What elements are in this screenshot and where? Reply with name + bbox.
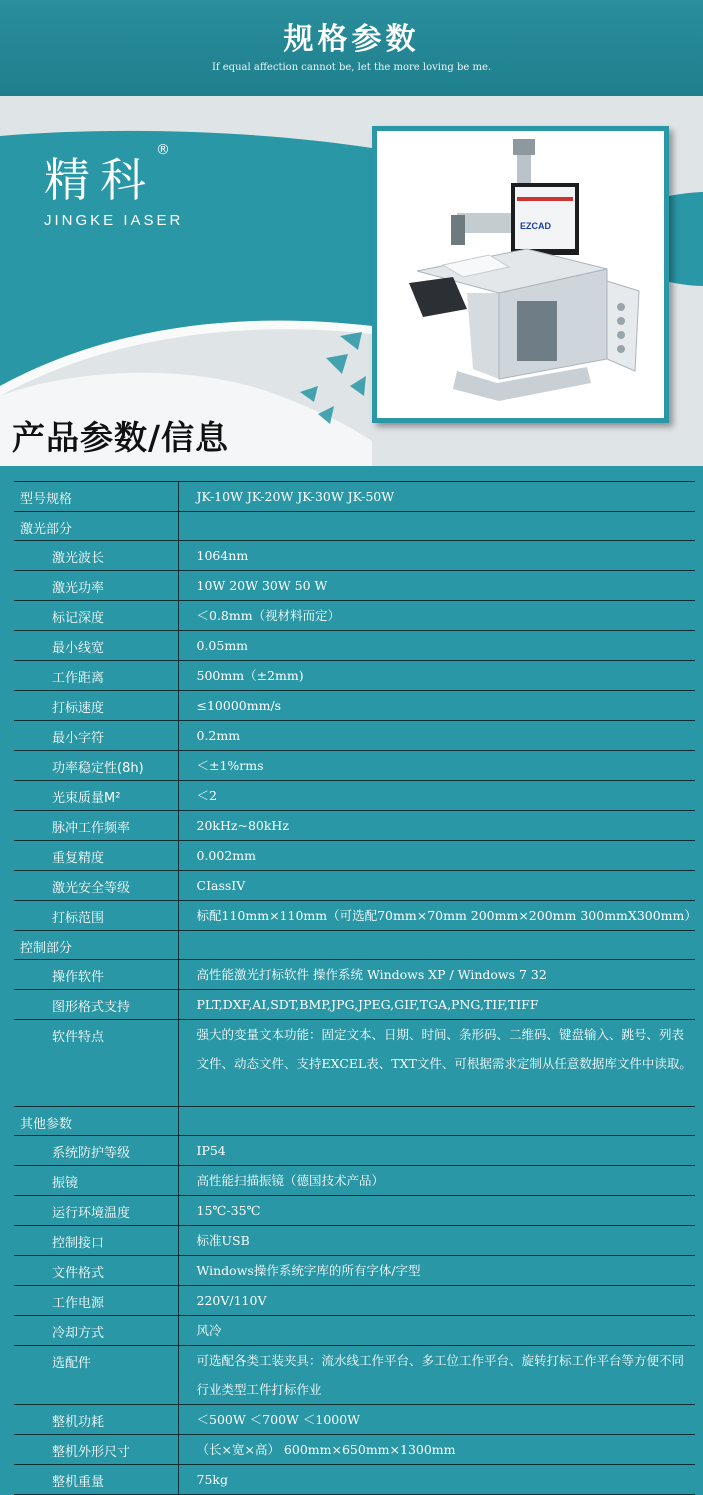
spec-row bbox=[14, 841, 695, 871]
spec-value: JK-10W JK-20W JK-30W JK-50W bbox=[178, 482, 695, 512]
spec-label: 软件特点 bbox=[14, 1020, 178, 1107]
spec-value: 0.2mm bbox=[178, 721, 695, 751]
laser-marking-machine-image bbox=[377, 131, 664, 418]
spec-value: 标配110mm×110mm（可选配70mm×70mm 200mm×200mm 300mmX300mm） bbox=[178, 901, 695, 931]
spec-label: 重复精度 bbox=[14, 841, 178, 871]
spec-section-row bbox=[14, 1107, 695, 1136]
spec-value: （长×宽×高） 600mm×650mm×1300mm bbox=[178, 1435, 695, 1465]
spec-value: 75kg bbox=[178, 1465, 695, 1495]
spec-row bbox=[14, 1465, 695, 1495]
spec-section-row bbox=[14, 512, 695, 541]
brand-logo bbox=[44, 144, 183, 229]
spec-value: 风冷 bbox=[178, 1316, 695, 1346]
brand-name-en: JINGKE IASER bbox=[44, 212, 184, 229]
spec-row bbox=[14, 960, 695, 990]
spec-row bbox=[14, 1316, 695, 1346]
spec-value bbox=[178, 512, 695, 541]
screen-text: EZCAD bbox=[520, 221, 551, 231]
spec-label: 最小线宽 bbox=[14, 631, 178, 661]
spec-label: 光束质量M² bbox=[14, 781, 178, 811]
spec-label: 脉冲工作频率 bbox=[14, 811, 178, 841]
spec-label: 振镜 bbox=[14, 1166, 178, 1196]
spec-value: CIassIV bbox=[178, 871, 695, 901]
spec-row bbox=[14, 1136, 695, 1166]
spec-row bbox=[14, 751, 695, 781]
spec-row bbox=[14, 990, 695, 1020]
spec-label: 激光安全等级 bbox=[14, 871, 178, 901]
spec-label: 选配件 bbox=[14, 1346, 178, 1405]
spec-section-row bbox=[14, 931, 695, 960]
spec-section-label: 激光部分 bbox=[14, 512, 178, 541]
spec-label: 打标范围 bbox=[14, 901, 178, 931]
page-subtitle: If equal affection cannot be, let the more loving be me. bbox=[211, 62, 492, 73]
spec-value: 强大的变量文本功能：固定文本、日期、时间、条形码、二维码、键盘输入、跳号、列表文件、动态文件、支持EXCEL表、TXT文件、可根据需求定制从任意数据库文件中读取。 bbox=[178, 1020, 695, 1107]
spec-label: 最小字符 bbox=[14, 721, 178, 751]
spec-value bbox=[178, 931, 695, 960]
spec-label: 型号规格 bbox=[14, 482, 178, 512]
spec-row bbox=[14, 601, 695, 631]
brand-name-cn: 精科 bbox=[44, 153, 156, 207]
spec-row bbox=[14, 691, 695, 721]
spec-row bbox=[14, 901, 695, 931]
spec-value: 500mm（±2mm) bbox=[178, 661, 695, 691]
header-band bbox=[0, 0, 703, 96]
spec-row bbox=[14, 871, 695, 901]
spec-value: 0.05mm bbox=[178, 631, 695, 661]
spec-value: 可选配各类工装夹具：流水线工作平台、多工位工作平台、旋转打标工作平台等方便不同行业类型工件打标作业 bbox=[178, 1346, 695, 1405]
page-title: 规格参数 bbox=[283, 22, 420, 57]
spec-value: PLT,DXF,AI,SDT,BMP,JPG,JPEG,GIF,TGA,PNG,TIF,TIFF bbox=[178, 990, 695, 1020]
spec-row bbox=[14, 541, 695, 571]
product-photo bbox=[372, 126, 669, 423]
spec-label: 工作距离 bbox=[14, 661, 178, 691]
registered-mark: ® bbox=[156, 142, 170, 158]
spec-value: 220V/110V bbox=[178, 1286, 695, 1316]
spec-row bbox=[14, 482, 695, 512]
section-title-product-info: 产品参数/信息 bbox=[12, 418, 230, 457]
hero-banner bbox=[0, 96, 703, 466]
spec-table bbox=[14, 481, 695, 1495]
spec-value: 0.002mm bbox=[178, 841, 695, 871]
spec-row bbox=[14, 661, 695, 691]
spec-value: 10W 20W 30W 50 W bbox=[178, 571, 695, 601]
spec-label: 激光功率 bbox=[14, 571, 178, 601]
spec-label: 操作软件 bbox=[14, 960, 178, 990]
spec-value bbox=[178, 1107, 695, 1136]
spec-label: 标记深度 bbox=[14, 601, 178, 631]
spec-row bbox=[14, 1435, 695, 1465]
spec-row bbox=[14, 721, 695, 751]
spec-row bbox=[14, 631, 695, 661]
spec-label: 文件格式 bbox=[14, 1256, 178, 1286]
spec-label: 图形格式支持 bbox=[14, 990, 178, 1020]
spec-row bbox=[14, 1286, 695, 1316]
spec-row bbox=[14, 1196, 695, 1226]
spec-value: 高性能扫描振镜（德国技术产品） bbox=[178, 1166, 695, 1196]
spec-row bbox=[14, 1405, 695, 1435]
spec-value: Windows操作系统字库的所有字体/字型 bbox=[178, 1256, 695, 1286]
spec-label: 激光波长 bbox=[14, 541, 178, 571]
spec-row bbox=[14, 1166, 695, 1196]
spec-value: 20kHz~80kHz bbox=[178, 811, 695, 841]
spec-row bbox=[14, 1256, 695, 1286]
spec-label: 系统防护等级 bbox=[14, 1136, 178, 1166]
spec-label: 整机功耗 bbox=[14, 1405, 178, 1435]
spec-value: 标准USB bbox=[178, 1226, 695, 1256]
spec-row bbox=[14, 781, 695, 811]
spec-value: 高性能激光打标软件 操作系统 Windows XP / Windows 7 32 bbox=[178, 960, 695, 990]
spec-row bbox=[14, 1226, 695, 1256]
spec-row bbox=[14, 1020, 695, 1107]
spec-label: 工作电源 bbox=[14, 1286, 178, 1316]
spec-value: ＜500W ＜700W ＜1000W bbox=[178, 1405, 695, 1435]
spec-row bbox=[14, 1346, 695, 1405]
spec-label: 整机重量 bbox=[14, 1465, 178, 1495]
spec-value: ＜2 bbox=[178, 781, 695, 811]
spec-value: IP54 bbox=[178, 1136, 695, 1166]
spec-label: 运行环境温度 bbox=[14, 1196, 178, 1226]
spec-value: 15℃-35℃ bbox=[178, 1196, 695, 1226]
spec-value: ＜±1%rms bbox=[178, 751, 695, 781]
spec-row bbox=[14, 811, 695, 841]
spec-value: ≤10000mm/s bbox=[178, 691, 695, 721]
spec-value: 1064nm bbox=[178, 541, 695, 571]
spec-label: 冷却方式 bbox=[14, 1316, 178, 1346]
spec-label: 打标速度 bbox=[14, 691, 178, 721]
spec-label: 控制接口 bbox=[14, 1226, 178, 1256]
spec-label: 功率稳定性(8h) bbox=[14, 751, 178, 781]
spec-label: 整机外形尺寸 bbox=[14, 1435, 178, 1465]
spec-row bbox=[14, 571, 695, 601]
spec-section-label: 其他参数 bbox=[14, 1107, 178, 1136]
spec-value: ＜0.8mm（视材料而定） bbox=[178, 601, 695, 631]
spec-section-label: 控制部分 bbox=[14, 931, 178, 960]
